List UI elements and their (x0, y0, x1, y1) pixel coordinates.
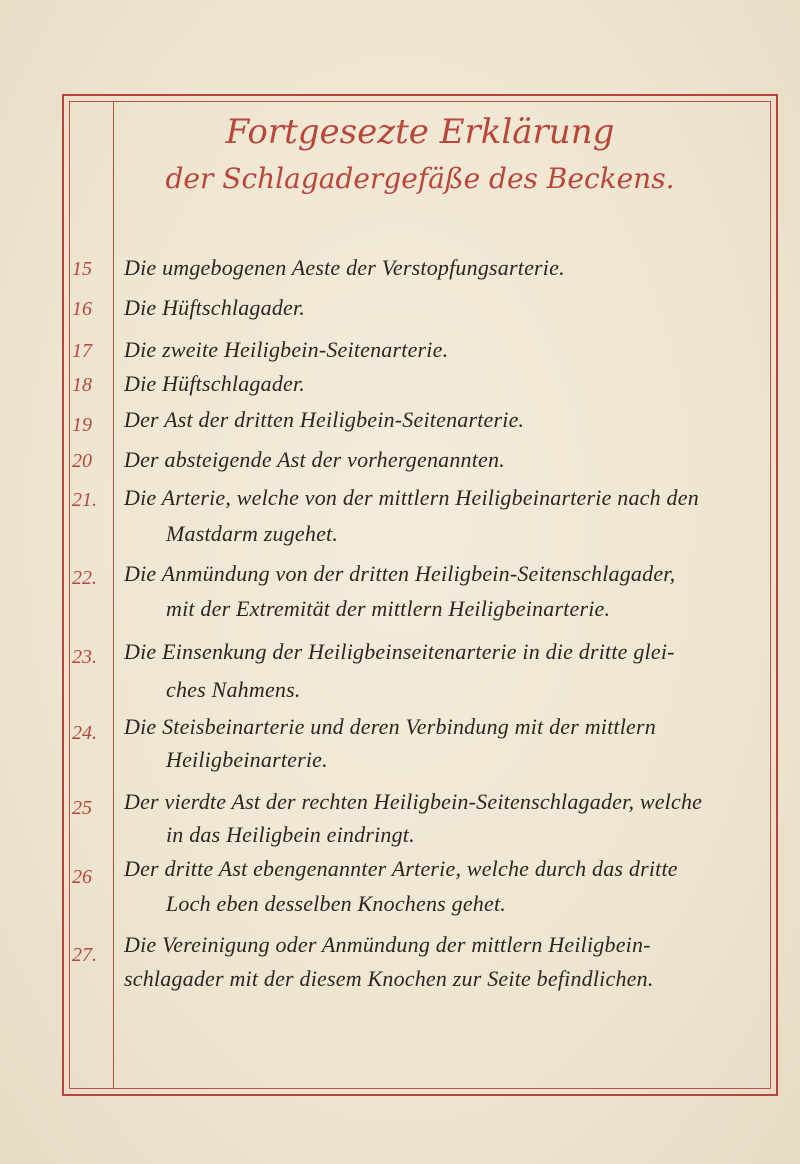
entry-number: 25 (72, 797, 92, 819)
entry-number: 18 (72, 374, 92, 396)
entry-text-continuation: Mastdarm zugehet. (166, 521, 339, 546)
entry-text-continuation: mit der Extremität der mittlern Heiligbeinarterie. (166, 596, 611, 621)
entry-text-continuation: schlagader mit der diesem Knochen zur Seite befindlichen. (124, 966, 654, 991)
entry-text: Die Steisbeinarterie und deren Verbindung mit der mittlern (124, 714, 656, 739)
entry-text: Die Einsenkung der Heiligbeinseitenarterie in die dritte glei- (124, 639, 675, 664)
entry-number: 27. (72, 944, 97, 966)
entry-text: Der Ast der dritten Heiligbein-Seitenarterie. (124, 407, 525, 432)
entry-number: 16 (72, 298, 92, 320)
page-title: Fortgesezte Erklärung (225, 112, 615, 152)
entry-number: 21. (72, 489, 97, 511)
entry-number: 26 (72, 866, 92, 888)
entry-number: 23. (72, 646, 97, 668)
entry-number: 19 (72, 414, 92, 436)
entry-number: 15 (72, 258, 92, 280)
entry-number: 22. (72, 567, 97, 589)
entry-text: Die Vereinigung oder Anmündung der mittlern Heiligbein- (124, 932, 651, 957)
margin-rule (113, 101, 114, 1089)
entry-number: 17 (72, 340, 92, 362)
entry-number: 20 (72, 450, 92, 472)
entry-text: Die Hüftschlagader. (124, 371, 306, 396)
entry-text: Die Arterie, welche von der mittlern Heiligbeinarterie nach den (124, 485, 699, 510)
entry-text: Die Anmündung von der dritten Heiligbein-Seitenschlagader, (124, 561, 676, 586)
entry-text: Der vierdte Ast der rechten Heiligbein-Seitenschlagader, welche (124, 789, 703, 814)
entry-text-continuation: in das Heiligbein eindringt. (166, 822, 415, 847)
entry-text-continuation: Loch eben desselben Knochens gehet. (166, 891, 506, 916)
entry-text: Der absteigende Ast der vorhergenannten. (124, 447, 505, 472)
entry-text: Die Hüftschlagader. (124, 295, 306, 320)
page-subtitle: der Schlagadergefäße des Beckens. (165, 162, 675, 195)
entry-text: Der dritte Ast ebengenannter Arterie, welche durch das dritte (124, 856, 678, 881)
entry-number: 24. (72, 722, 97, 744)
entry-text: Die umgebogenen Aeste der Verstopfungsarterie. (124, 255, 565, 280)
entry-text-continuation: Heiligbeinarterie. (166, 747, 328, 772)
entry-text-continuation: ches Nahmens. (166, 677, 301, 702)
entry-text: Die zweite Heiligbein-Seitenarterie. (124, 337, 449, 362)
